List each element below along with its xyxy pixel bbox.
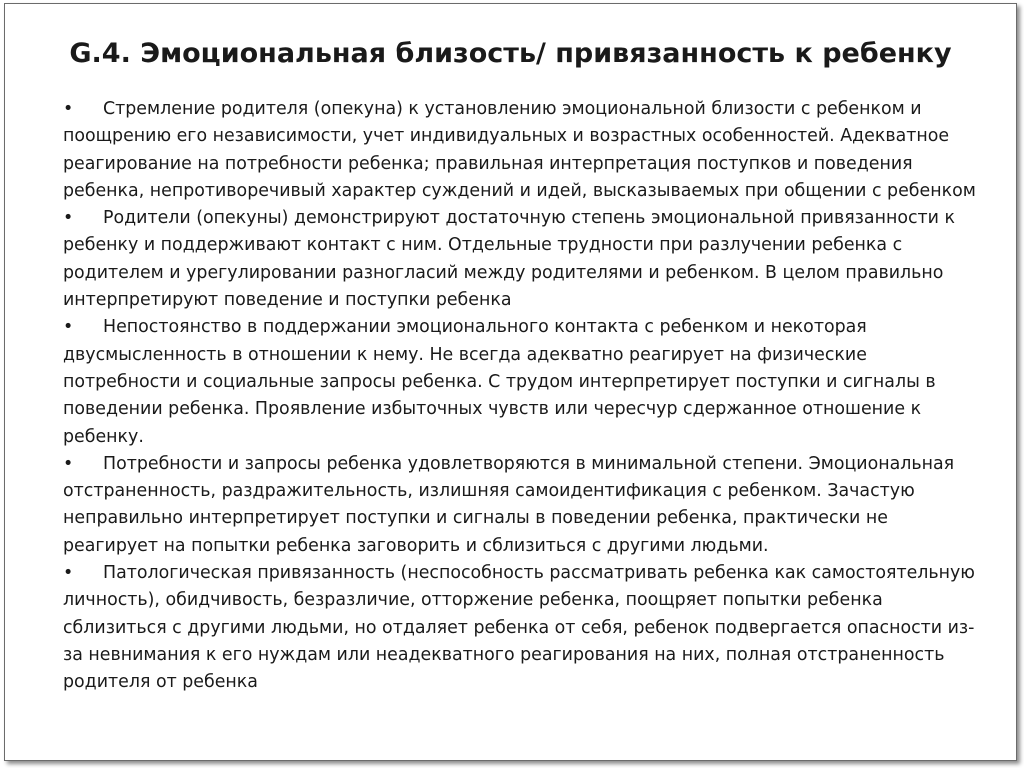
list-item-text: Непостоянство в поддержании эмоционального контакта с ребенком и некоторая двусмысленность в отношении к нему. Не всегда адекватно реагирует на физические потребности и социальные запросы ребенка. С трудом интерпретирует поступки и сигналы в поведении ребенка. Проявление избыточных чувств или чересчур сдержанное отношение к ребенку. <box>63 317 936 447</box>
list-item-text: Патологическая привязанность (неспособность рассматривать ребенка как самостоятельную личность), обидчивость, безразличие, отторжение ребенка, поощряет попытки ребенка сблизиться с другими людьми, но отдаляет ребенка от себя, ребенок подвергается опасности из-за невнимания к его нуждам или неадекватного реагирования на них, полная отстраненность родителя от ребенка <box>63 563 975 693</box>
bullet-list <box>63 96 983 697</box>
slide <box>4 3 1017 761</box>
bullet-marker: • <box>63 563 74 584</box>
list-item <box>63 560 983 696</box>
slide-title: G.4. Эмоциональная близость/ привязанность к ребенку <box>69 38 952 69</box>
list-item-text: Потребности и запросы ребенка удовлетворяются в минимальной степени. Эмоциональная отстраненность, раздражительность, излишняя самоидентификация с ребенком. Зачастую неправильно интерпретирует поступки и сигналы в поведении ребенка, практически не реагирует на попытки ребенка заговорить и сблизиться с другими людьми. <box>63 453 955 556</box>
bullet-marker: • <box>63 453 74 474</box>
bullet-marker: • <box>63 99 74 119</box>
list-item <box>63 96 983 205</box>
list-item-text: Стремление родителя (опекуна) к установлению эмоциональной близости с ребенком и поощрению его независимости, учет индивидуальных и возрастных особенностей. Адекватное реагирование на потребности ребенка; правильная интерпретация поступков и поведения ребенка, непротиворечивый характер суждений и идей, высказываемых при общении с ребенком <box>63 99 976 201</box>
bullet-marker: • <box>63 208 74 229</box>
list-item <box>63 314 983 450</box>
list-item <box>63 205 983 314</box>
list-item <box>63 451 983 560</box>
list-item-text: Родители (опекуны) демонстрируют достаточную степень эмоциональной привязанности к ребенку и поддерживают контакт с ним. Отдельные трудности при разлучении ребенка с родителем и урегулировании разногласий между родителями и ребенком. В целом правильно интерпретируют поведение и поступки ребенка <box>63 208 955 311</box>
bullet-marker: • <box>63 317 74 338</box>
